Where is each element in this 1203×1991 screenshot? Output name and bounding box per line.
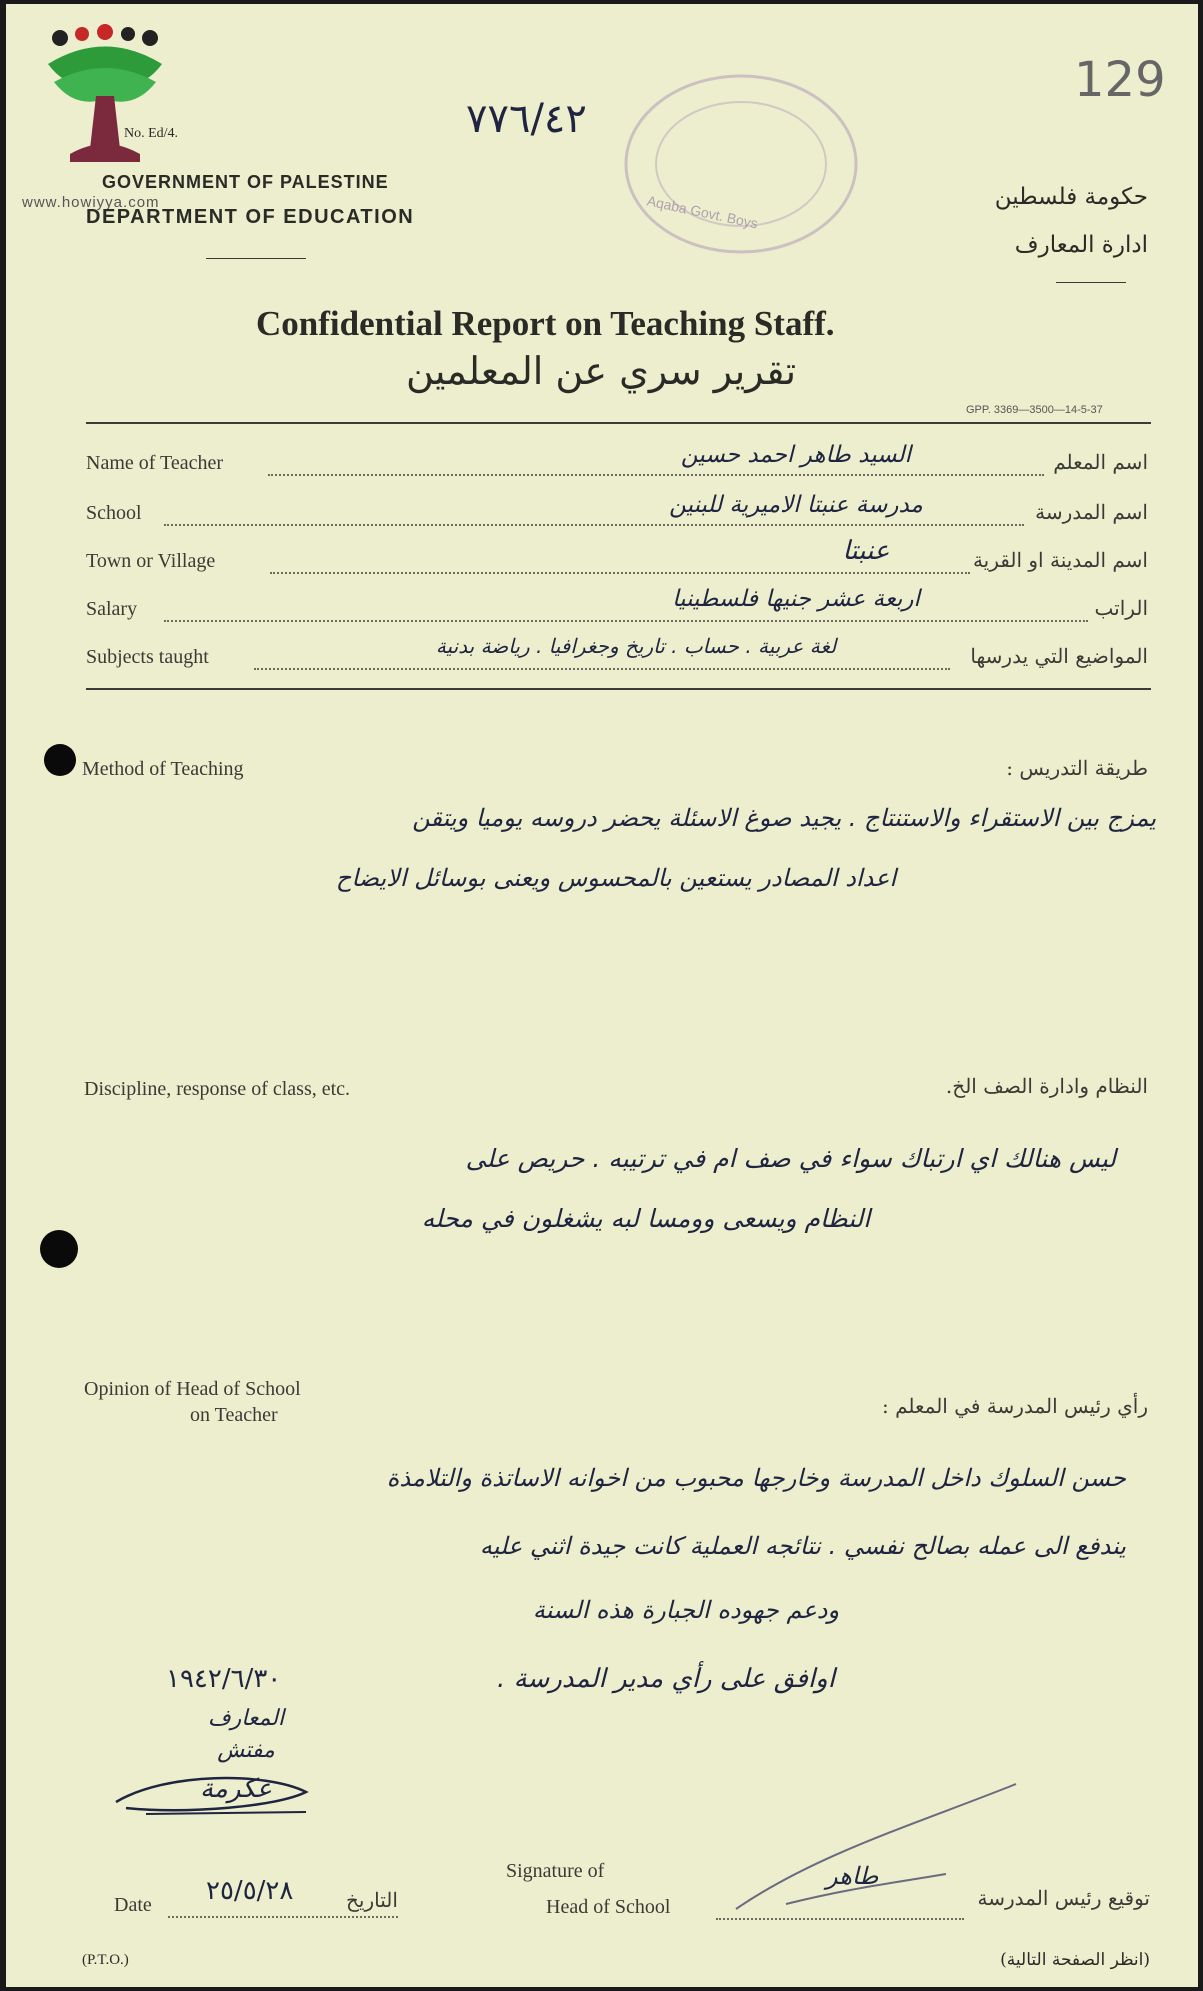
date-value: ٢٥/٥/٢٨	[206, 1876, 294, 1906]
signature-label-1: Signature of	[506, 1860, 605, 1882]
stamp-text: Aqaba Govt. Boys	[645, 192, 760, 232]
logo-url: www.howiyya.com	[22, 194, 160, 211]
tree-logo-icon	[40, 24, 170, 174]
opinion-label-ar: رأي رئيس المدرسة في المعلم :	[881, 1394, 1148, 1418]
subjects-label-ar: المواضيع التي يدرسها	[970, 644, 1148, 668]
punch-hole-top	[44, 744, 76, 776]
discipline-label-ar: النظام وادارة الصف الخ.	[945, 1074, 1148, 1098]
head-signature: طاهر	[826, 1862, 879, 1890]
opinion-text-line-2: يندفع الى عمله بصالح نفسي . نتائجه العملية كانت جيدة اثني عليه	[479, 1532, 1126, 1560]
punch-hole-bottom	[40, 1230, 78, 1268]
pto-en: (P.T.O.)	[82, 1952, 129, 1968]
date-label-en: Date	[114, 1894, 152, 1916]
town-value: عنبتا	[842, 536, 890, 566]
subjects-value: لغة عربية . حساب . تاريخ وجغرافيا . رياضة بدنية	[435, 634, 837, 658]
department-en: DEPARTMENT OF EDUCATION	[86, 206, 415, 228]
opinion-text-line-3: ودعم جهوده الجبارة هذه السنة	[532, 1596, 840, 1624]
dotted-line	[168, 1916, 398, 1918]
town-label-ar: اسم المدينة او القرية	[972, 548, 1148, 572]
opinion-text-line-4: اوافق على رأي مدير المدرسة .	[497, 1664, 835, 1694]
name-label-ar: اسم المعلم	[1053, 450, 1148, 474]
method-text-line-2: اعداد المصادر يستعين بالمحسوس ويعنى بوسائل الايضاح	[335, 864, 897, 892]
school-stamp	[616, 64, 866, 264]
opinion-label-en-2: on Teacher	[190, 1404, 278, 1426]
form-number: No. Ed/4.	[124, 126, 179, 141]
signature-label-2: Head of School	[546, 1896, 671, 1918]
salary-label-en: Salary	[86, 598, 138, 620]
dotted-line	[716, 1918, 964, 1920]
signature-label-ar: توقيع رئيس المدرسة	[977, 1886, 1150, 1910]
subjects-label-en: Subjects taught	[86, 646, 209, 668]
signature-scribble-left	[106, 1762, 326, 1826]
method-label-ar: طريقة التدريس :	[1006, 756, 1148, 780]
note-name: عكرمة	[199, 1774, 273, 1804]
opinion-text-line-1: حسن السلوك داخل المدرسة وخارجها محبوب من اخوانه الاساتذة والتلامذة	[386, 1464, 1126, 1492]
discipline-text-line-2: النظام ويسعى وومسا لبه يشغلون في محله	[421, 1204, 871, 1233]
dotted-line	[254, 668, 950, 670]
report-title-en: Confidential Report on Teaching Staff.	[256, 304, 835, 343]
method-text-line-1: يمزج بين الاستقراء والاستنتاج . يجيد صوغ الاسئلة يحضر دروسه يوميا ويتقن	[412, 804, 1156, 832]
teacher-name-value: السيد طاهر احمد حسين	[680, 442, 912, 468]
method-label-en: Method of Teaching	[82, 758, 244, 780]
school-label-ar: اسم المدرسة	[1035, 500, 1148, 524]
dotted-line	[268, 474, 1044, 476]
town-label-en: Town or Village	[86, 550, 216, 572]
print-code: GPP. 3369—3500—14-5-37	[966, 404, 1103, 416]
government-ar: حكومة فلسطين	[994, 184, 1148, 210]
header-divider-left	[206, 258, 306, 259]
date-label-ar: التاريخ	[346, 1888, 398, 1912]
page-number: 129	[1074, 52, 1166, 108]
dotted-line	[270, 572, 970, 574]
school-label-en: School	[86, 502, 142, 524]
title-divider	[86, 422, 1151, 424]
dotted-line	[164, 524, 1024, 526]
note-date: ١٩٤٢/٦/٣٠	[166, 1664, 282, 1694]
salary-label-ar: الراتب	[1094, 596, 1148, 620]
note-inspector: مفتش	[217, 1738, 275, 1763]
note-department: المعارف	[207, 1706, 285, 1731]
discipline-text-line-1: ليس هنالك اي ارتباك سواء في صف ام في ترتيبه . حريص على	[465, 1144, 1116, 1173]
name-label-en: Name of Teacher	[86, 452, 224, 474]
school-value: مدرسة عنبتا الاميرية للبنين	[669, 492, 923, 518]
opinion-label-en-1: Opinion of Head of School	[84, 1378, 301, 1400]
salary-value: اربعة عشر جنيها فلسطينيا	[672, 586, 920, 612]
report-page	[6, 4, 1198, 1987]
fields-divider	[86, 688, 1151, 690]
government-en: GOVERNMENT OF PALESTINE	[102, 172, 389, 192]
reference-number: ٧٧٦/٤٢	[466, 96, 587, 142]
pto-ar: (انظر الصفحة التالية)	[1000, 1950, 1150, 1970]
dotted-line	[164, 620, 1088, 622]
discipline-label-en: Discipline, response of class, etc.	[84, 1078, 351, 1100]
header-divider-right	[1056, 282, 1126, 283]
report-title-ar: تقرير سري عن المعلمين	[405, 349, 797, 393]
department-ar: ادارة المعارف	[1014, 232, 1148, 258]
howiyya-logo	[40, 24, 170, 174]
